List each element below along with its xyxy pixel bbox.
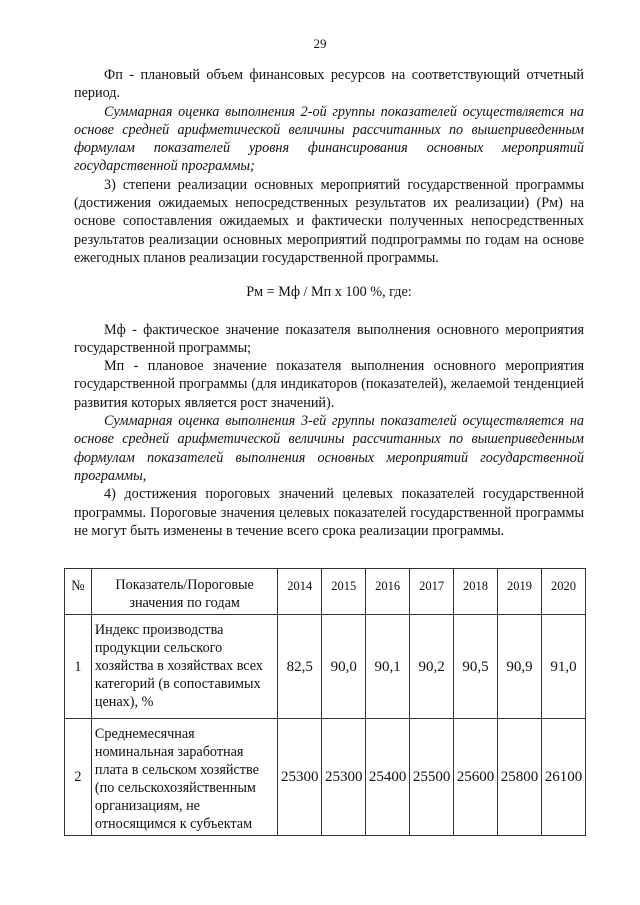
paragraph-mp-definition: Мп - плановое значение показателя выполнения основного мероприятия государственной программы (для индикаторов (показателей), желаемой тенденцией развития которых является рост значений).: [74, 358, 584, 411]
row-number: 1: [65, 615, 92, 719]
paragraph-item-4: 4) достижения пороговых значений целевых показателей государственной программы. Пороговые значения целевых показателей государственной программы не могут быть изменены в течение всего срока реализации программы.: [74, 486, 584, 539]
header-indicator: Показатель/Пороговые значения по годам: [91, 569, 277, 615]
row-value: 25400: [366, 719, 410, 836]
row-value: 90,1: [366, 615, 410, 719]
table-row: [65, 615, 586, 719]
page-number: 29: [313, 36, 327, 51]
row-value: 25300: [278, 719, 322, 836]
header-year: 2016: [366, 569, 410, 615]
formula-rm: Рм = Мф / Мп х 100 %, где:: [246, 284, 412, 301]
row-value: 26100: [541, 719, 585, 836]
paragraph-group2-summary: Суммарная оценка выполнения 2-ой группы показателей осуществляется на основе средней арифметической величины рассчитанных по вышеприведенным формулам показателей уровня финансирования основных мероприятий государственной программы;: [74, 103, 584, 175]
row-value: 82,5: [278, 615, 322, 719]
paragraph-mf-definition: Мф - фактическое значение показателя выполнения основного мероприятия государственной программы;: [74, 321, 584, 356]
header-year: 2020: [541, 569, 585, 615]
row-label: Индекс производства продукции сельского хозяйства в хозяйствах всех категорий (в сопоставимых ценах), %: [91, 615, 277, 719]
row-value: 91,0: [541, 615, 585, 719]
paragraph-group3-summary: Суммарная оценка выполнения 3-ей группы показателей осуществляется на основе средней арифметической величины рассчитанных по вышеприведенным формулам показателей выполнения основных мероприятий государственной программы,: [74, 413, 584, 484]
row-label: Среднемесячная номинальная заработная плата в сельском хозяйстве (по сельскохозяйственным организациям, не относящимся к субъектам: [91, 719, 277, 836]
header-year: 2018: [454, 569, 498, 615]
header-year: 2017: [410, 569, 454, 615]
header-year: 2014: [278, 569, 322, 615]
document-body: [74, 66, 584, 540]
row-value: 90,0: [322, 615, 366, 719]
table-row: [65, 719, 586, 836]
row-value: 90,5: [454, 615, 498, 719]
threshold-values-table: [64, 568, 586, 836]
row-value: 25800: [498, 719, 542, 836]
paragraph-fp-definition: Фп - плановый объем финансовых ресурсов на соответствующий отчетный период.: [74, 67, 584, 102]
header-num: №: [65, 569, 92, 615]
header-year: 2019: [498, 569, 542, 615]
row-value: 25500: [410, 719, 454, 836]
paragraph-item-3: 3) степени реализации основных мероприятий государственной программы (достижения ожидаемых непосредственных результатов их реализации) (Рм) на основе сопоставления ожидаемых и фактически полученных непосредственных результатов реализации основных мероприятий подпрограммы по годам на основе ежегодных планов реализации государственной программы.: [74, 176, 584, 266]
row-value: 90,2: [410, 615, 454, 719]
row-number: 2: [65, 719, 92, 836]
row-value: 25600: [454, 719, 498, 836]
row-value: 90,9: [498, 615, 542, 719]
row-value: 25300: [322, 719, 366, 836]
header-year: 2015: [322, 569, 366, 615]
table-header-row: [65, 569, 586, 615]
